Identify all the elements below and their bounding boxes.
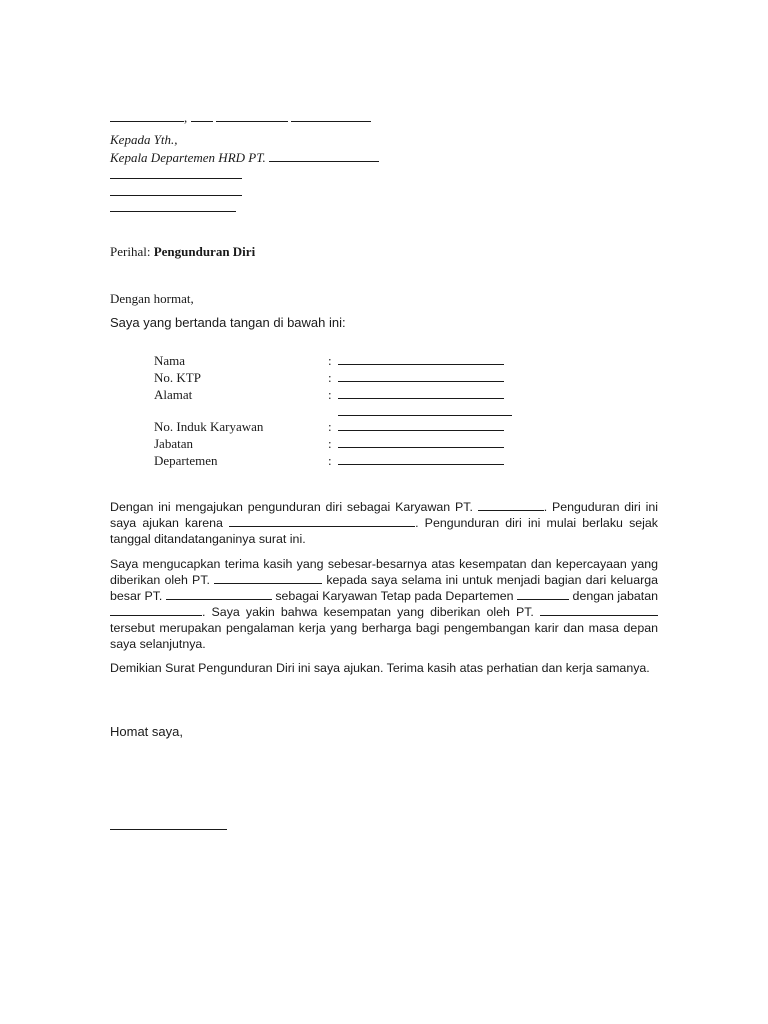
p1-text-b: . Penguduran diri ini saya ajukan karena (110, 500, 658, 530)
recipient-line-1: Kepada Yth., (110, 132, 178, 147)
form-label: Nama (154, 353, 186, 368)
p1-text-c: . Pengunduran diri ini mulai berlaku sejak tanggal ditandatanganinya surat ini. (110, 516, 658, 546)
paragraph-resignation (110, 499, 658, 547)
p2-text-e: . Saya yakin bahwa kesempatan yang diberikan oleh PT. (202, 605, 534, 619)
p2-company-blank-2 (166, 589, 272, 600)
p2-position-blank (110, 605, 202, 616)
date-line (110, 110, 371, 126)
company-name-blank (269, 150, 379, 162)
p2-department-blank (517, 589, 569, 600)
paragraph-gratitude (110, 556, 658, 652)
greeting: Dengan hormat, (110, 291, 194, 306)
form-blank (338, 370, 504, 382)
p2-text-b: kepada saya selama ini untuk menjadi bagian dari keluarga besar PT. (110, 573, 659, 603)
form-colon: : (328, 370, 332, 385)
form-label: Departemen (154, 453, 218, 468)
form-blank (338, 387, 504, 399)
form-label: Alamat (154, 387, 193, 402)
form-colon: : (328, 453, 332, 468)
subject-label: Perihal: (110, 244, 151, 259)
form-blank (338, 353, 504, 365)
address-line-3 (110, 211, 236, 212)
form-blank (338, 453, 504, 465)
paragraph-closing: Demikian Surat Pengunduran Diri ini saya ajukan. Terima kasih atas perhatian dan kerja samanya. (110, 661, 650, 675)
form-colon: : (328, 436, 332, 451)
address-line-2 (110, 195, 242, 196)
p1-reason-blank (229, 516, 415, 527)
p1-company-blank (478, 500, 544, 511)
form-colon: : (328, 353, 332, 368)
p2-text-a: Saya mengucapkan terima kasih yang sebesar-besarnya atas kesempatan dan kepercayaan yang diberikan oleh PT. (110, 557, 658, 587)
intro-text: Saya yang bertanda tangan di bawah ini: (110, 315, 346, 330)
recipient-title: Kepala Departemen HRD PT. (110, 150, 266, 165)
p2-company-blank-1 (214, 573, 322, 584)
p2-company-blank-3 (540, 605, 658, 616)
form-blank (338, 404, 512, 416)
subject-line (110, 244, 255, 260)
p2-text-c: sebagai Karyawan Tetap pada Departemen (275, 589, 514, 603)
p2-text-d: dengan jabatan (572, 589, 659, 603)
month-blank (216, 110, 288, 122)
form-colon: : (328, 387, 332, 402)
address-line-1 (110, 178, 242, 179)
p2-text-f: tersebut merupakan pengalaman kerja yang berharga bagi pengembangan karir dan masa depan saya selanjutnya. (110, 621, 658, 651)
city-blank (110, 110, 184, 122)
form-label: No. Induk Karyawan (154, 419, 264, 434)
subject-value: Pengunduran Diri (153, 244, 256, 259)
year-blank (291, 110, 371, 122)
day-blank (191, 110, 213, 122)
date-comma: , (184, 110, 188, 125)
form-colon: : (328, 419, 332, 434)
form-blank (338, 419, 504, 431)
recipient-line-2 (110, 150, 379, 166)
form-label: No. KTP (154, 370, 201, 385)
closing-salutation: Homat saya, (110, 724, 183, 739)
identity-form (154, 353, 514, 473)
form-label: Jabatan (154, 436, 193, 451)
form-blank (338, 436, 504, 448)
p1-text-a: Dengan ini mengajukan pengunduran diri sebagai Karyawan PT. (110, 500, 473, 514)
signature-line (110, 829, 227, 830)
